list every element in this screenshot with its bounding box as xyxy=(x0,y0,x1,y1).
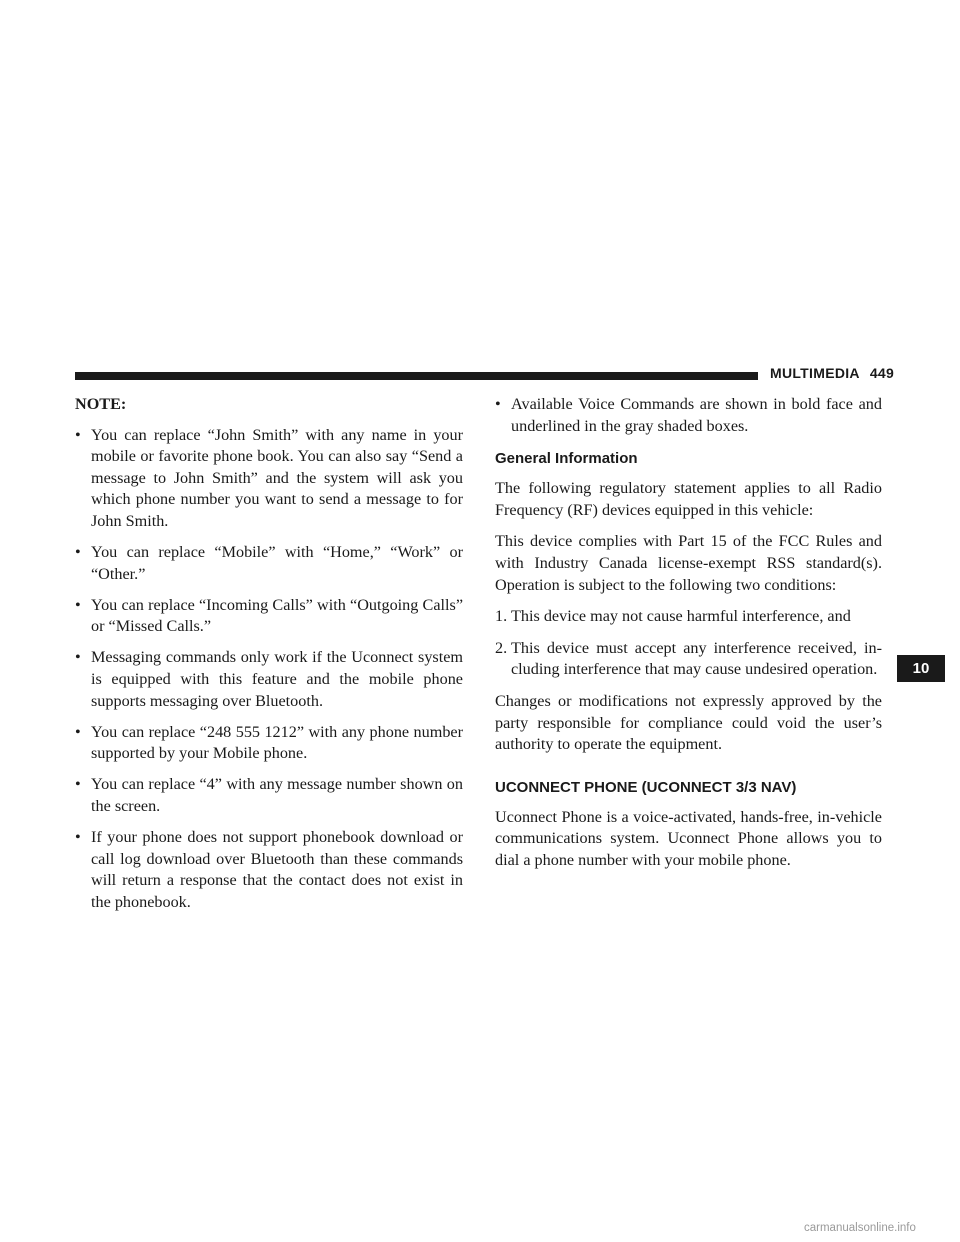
right-column xyxy=(495,394,882,882)
fcc-compliance-paragraph: This device complies with Part 15 of the FCC Rules and with Industry Canada license-exempt RSS standard(s). Operation is subject to the following two conditions: xyxy=(495,532,882,594)
uconnect-phone-paragraph: Uconnect Phone is a voice-activated, hands-free, in-vehicle communications system. Uconnect Phone allows you to dial a phone number with your mobile phone. xyxy=(495,807,882,869)
voice-command-bullet xyxy=(495,394,882,437)
note-bullet-list xyxy=(75,425,463,914)
left-column xyxy=(75,394,463,923)
conditions-list xyxy=(495,606,882,681)
bullet-icon: • xyxy=(495,395,501,413)
list-item: • You can replace “4” with any message number shown on the screen. xyxy=(75,775,463,815)
list-item: • If your phone does not support phonebook download or call log download over Bluetooth than these commands will return a response that the contact does not exist in the phonebook. xyxy=(75,828,463,911)
note-title: NOTE: xyxy=(75,395,127,413)
bullet-icon: • xyxy=(75,722,81,741)
section-title: MULTIMEDIA xyxy=(770,365,860,381)
list-item: • You can replace “248 555 1212” with any phone number supported by your Mobile phone. xyxy=(75,722,463,763)
condition-number: 2. xyxy=(495,638,508,657)
bullet-icon: • xyxy=(75,595,81,614)
condition-text: This device may not cause harmful interference, and xyxy=(511,607,851,626)
list-item: • Messaging commands only work if the Uconnect system is equipped with this feature and the mobile phone supports messaging over Bluetooth. xyxy=(75,648,463,710)
bullet-icon: • xyxy=(75,775,81,794)
bullet-icon: • xyxy=(75,543,81,562)
watermark: carmanualsonline.info xyxy=(804,1222,916,1234)
list-item: • You can replace “Mobile” with “Home,” “Work” or “Other.” xyxy=(75,543,463,583)
condition-text: This device must accept any interference received, including interference that may cause undesired operation. xyxy=(511,638,882,679)
list-item: • You can replace “Incoming Calls” with “Outgoing Calls” or “Missed Calls.” xyxy=(75,595,463,636)
regulatory-statement-paragraph: The following regulatory statement applies to all Radio Frequency (RF) devices equipped in this vehicle: xyxy=(495,479,882,519)
uconnect-phone-heading: UCONNECT PHONE (UCONNECT 3/3 NAV) xyxy=(495,778,797,796)
list-item: • Available Voice Commands are shown in bold face and underlined in the gray shaded boxes. xyxy=(495,395,882,435)
page-number: 449 xyxy=(869,365,895,381)
list-item xyxy=(495,638,882,681)
bullet-icon: • xyxy=(75,828,81,847)
condition-number: 1. xyxy=(495,607,508,626)
running-header xyxy=(770,365,894,381)
list-item: • You can replace “John Smith” with any name in your mobile or favorite phone book. You can also say “Send a message to John Smith” and the system will ask you which phone number you want to send a message to for John Smith. xyxy=(75,425,463,530)
header-rule xyxy=(75,372,758,380)
chapter-tab: 10 xyxy=(897,655,945,682)
general-information-heading: General Information xyxy=(495,450,638,468)
bullet-icon: • xyxy=(75,648,81,667)
bullet-icon: • xyxy=(75,425,81,444)
modifications-paragraph: Changes or modifications not expressly approved by the party responsible for compliance could void the user’s authority to operate the equipment. xyxy=(495,691,882,754)
list-item xyxy=(495,606,882,628)
